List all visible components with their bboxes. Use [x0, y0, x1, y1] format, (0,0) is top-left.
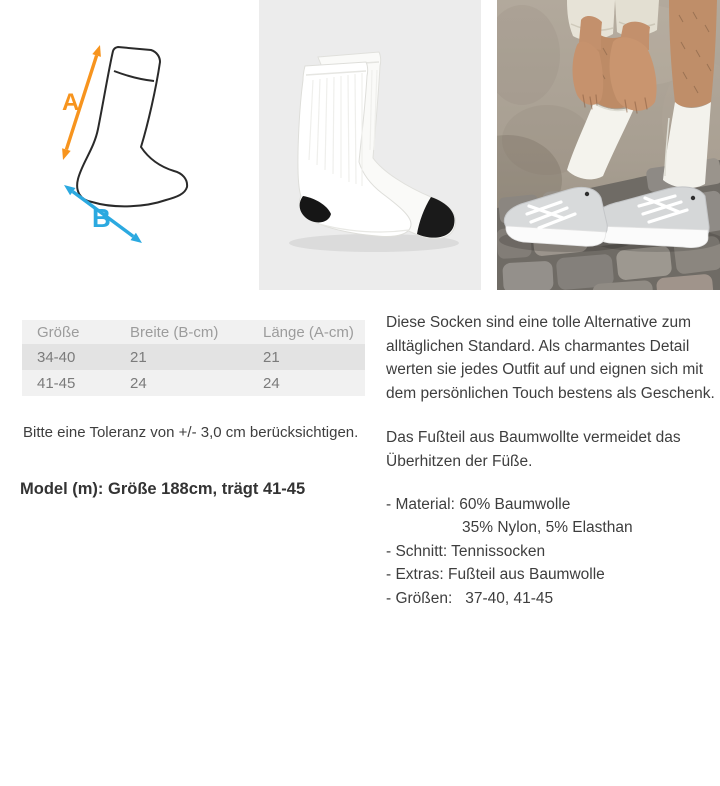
model-photo-svg: [497, 0, 720, 290]
size-table-header-row: [22, 320, 365, 344]
sock-cuff-seam: [114, 71, 154, 81]
spec-groessen: - Größen: 37-40, 41-45: [386, 589, 554, 607]
model-photo: [497, 0, 720, 290]
spec-material: - Material: 60% Baumwolle: [386, 496, 571, 513]
tolerance-note: Bitte eine Toleranz von +/- 3,0 cm berücksichtigen.: [23, 424, 359, 441]
description-paragraph-2: Das Fußteil aus Baumwollte vermeidet das Überhitzen der Füße.: [386, 429, 681, 470]
model-size-note: Model (m): Größe 188cm, trägt 41-45: [20, 480, 306, 498]
size-table-row: [22, 344, 365, 370]
cell-breite: 24: [130, 374, 147, 392]
spec-extras: - Extras: Fußteil aus Baumwolle: [386, 566, 605, 584]
spec-list: [386, 493, 717, 610]
product-photo-svg: [259, 0, 481, 290]
size-table-row: [22, 370, 365, 396]
sock-diagram-svg: [50, 30, 240, 258]
product-description: [386, 311, 717, 610]
measure-label-a: A: [62, 89, 80, 116]
sock-outline-shape: [77, 47, 187, 206]
right-shoe-eyelet: [691, 196, 695, 200]
cell-groesse: 34-40: [37, 348, 76, 366]
description-paragraph-1: Diese Socken sind eine tolle Alternative zum alltäglichen Standard. Als charmantes Detail werten sie jedes Outfit auf und eignen sich mit dem persönlichen Touch bestens als Geschenk.: [386, 314, 715, 402]
cell-laenge: 21: [263, 348, 280, 366]
measure-label-b: B: [92, 203, 111, 233]
col-header-breite: Breite (B-cm): [130, 323, 219, 341]
size-table: [22, 320, 365, 396]
cell-breite: 21: [130, 348, 147, 366]
spec-material-line2: 35% Nylon, 5% Elasthan: [462, 519, 633, 537]
spec-schnitt: - Schnitt: Tennissocken: [386, 542, 546, 560]
col-header-groesse: Größe: [37, 323, 80, 341]
left-shoe-eyelet: [585, 192, 589, 196]
sock-measurement-diagram: [50, 30, 240, 258]
product-photo-socks: [259, 0, 481, 290]
col-header-laenge: Länge (A-cm): [263, 323, 354, 341]
cell-groesse: 41-45: [37, 374, 76, 392]
cell-laenge: 24: [263, 374, 280, 392]
